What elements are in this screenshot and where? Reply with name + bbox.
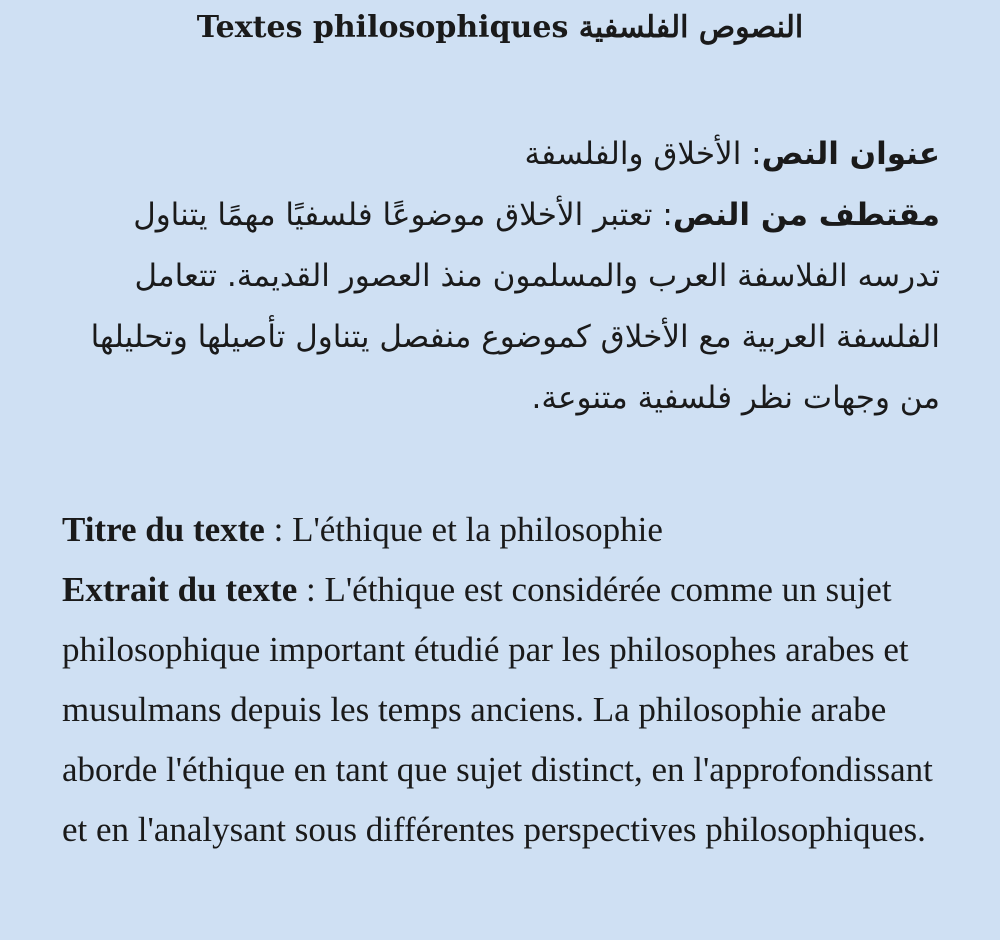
arabic-excerpt-value: تعتبر الأخلاق موضوعًا فلسفيًا مهمًا يتناول تدرسه الفلاسفة العرب والمسلمون منذ العصور القديمة. تتعامل الفلسفة العربية مع الأخلاق كموضوع منفصل يتناول تأصيلها وتحليلها من وجهات نظر فلسفية متنوعة.: [90, 197, 940, 416]
page-title: [0, 6, 1000, 50]
arabic-title-label: عنوان النص: [761, 136, 940, 172]
arabic-excerpt-line: مقتطف من النص: تعتبر الأخلاق موضوعًا فلسفيًا مهمًا يتناول تدرسه الفلاسفة العرب والمسلمون منذ العصور القديمة. تتعامل الفلسفة العربية مع الأخلاق كموضوع منفصل يتناول تأصيلها وتحليلها من وجهات نظر فلسفية متنوعة.: [90, 197, 940, 416]
french-excerpt-label: Extrait du texte: [62, 570, 298, 609]
title-latin: Textes philosophiques: [196, 10, 569, 45]
arabic-section: [60, 124, 940, 429]
arabic-excerpt-label: مقتطف من النص: [672, 197, 940, 233]
french-title-label: Titre du texte: [62, 510, 265, 549]
arabic-title-value: الأخلاق والفلسفة: [524, 136, 742, 172]
title-arabic: النصوص الفلسفية: [578, 10, 804, 45]
arabic-title-line: عنوان النص: الأخلاق والفلسفة: [524, 136, 940, 172]
french-section: [62, 500, 942, 860]
french-title-value: L'éthique et la philosophie: [292, 510, 663, 549]
french-excerpt-line: Extrait du texte : L'éthique est considérée comme un sujet philosophique important étudié par les philosophes arabes et musulmans depuis les temps anciens. La philosophie arabe aborde l'éthique en tant que sujet distinct, en l'approfondissant et en l'analysant sous différentes perspectives philosophiques.: [62, 570, 933, 849]
french-title-line: Titre du texte : L'éthique et la philosophie: [62, 510, 663, 549]
french-excerpt-value: L'éthique est considérée comme un sujet philosophique important étudié par les philosophes arabes et musulmans depuis les temps anciens. La philosophie arabe aborde l'éthique en tant que sujet distinct, en l'approfondissant et en l'analysant sous différentes perspectives philosophiques.: [62, 570, 933, 849]
